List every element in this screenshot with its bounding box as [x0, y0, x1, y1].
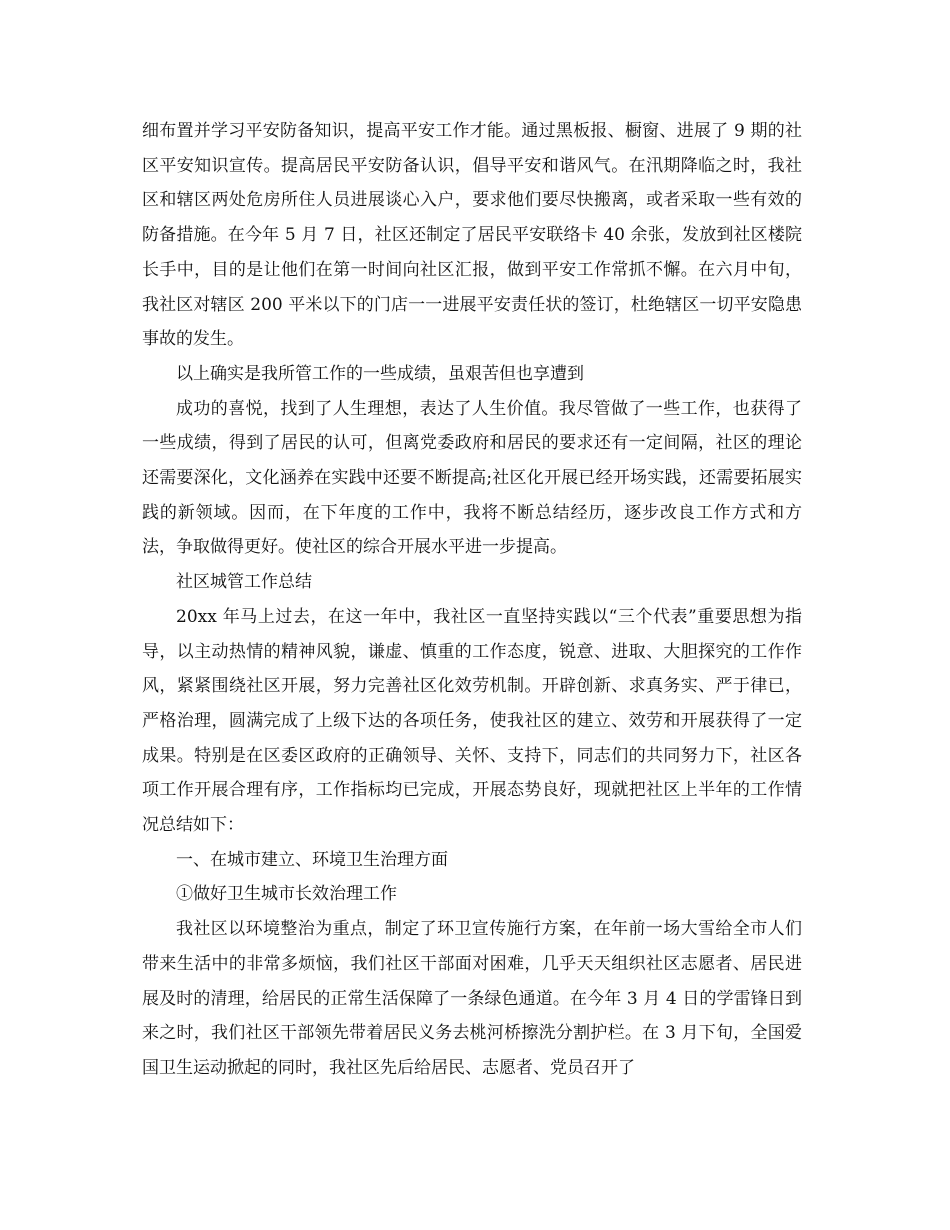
subheading-sanitation-city-management: ①做好卫生城市长效治理工作 — [176, 884, 397, 905]
document-body — [142, 114, 802, 1086]
paragraph-3: 成功的喜悦，找到了人生理想，表达了人生价值。我尽管做了一些工作，也获得了一些成绩，得到了居民的认可，但离党委政府和居民的要求还有一定间隔，社区的理论还需要深化，文化涵养在实践中还要不断提高;社区化开展已经开场实践，还需要拓展实践的新领域。因而，在下年度的工作中，我将不断总结经历，逐步改良工作方式和方法，争取做得更好。使社区的综合开展水平进一步提高。 — [142, 398, 802, 558]
subheading-urban-construction-sanitation: 一、在城市建立、环境卫生治理方面 — [176, 849, 448, 870]
paragraph-1: 细布置并学习平安防备知识，提高平安工作才能。通过黑板报、橱窗、进展了 9 期的社区平安知识宣传。提高居民平安防备认识，倡导平安和谐风气。在汛期降临之时，我社区和辖区两处危房所住人员进展谈心入户，要求他们要尽快搬离，或者采取一些有效的防备措施。在今年 5 月 7 日，社区还制定了居民平安联络卡 40 余张，发放到社区楼院长手中，目的是让他们在第一时间向社区汇报，做到平安工作常抓不懈。在六月中旬，我社区对辖区 200 平米以下的门店一一进展平安责任状的签订，杜绝辖区一切平安隐患事故的发生。 — [142, 121, 802, 350]
paragraph-2: 以上确实是我所管工作的一些成绩，虽艰苦但也享遭到 — [176, 363, 584, 384]
paragraph-8: 我社区以环境整治为重点，制定了环卫宣传施行方案，在年前一场大雪给全市人们带来生活中的非常多烦恼，我们社区干部面对困难，几乎天天组织社区志愿者、居民进展及时的清理，给居民的正常生活保障了一条绿色通道。在今年 3 月 4 日的学雷锋日到来之时，我们社区干部领先带着居民义务去桃河桥擦洗分割护栏。在 3 月下旬，全国爱国卫生运动掀起的同时，我社区先后给居民、志愿者、党员召开了 — [142, 919, 802, 1078]
section-heading-community-urban-management: 社区城管工作总结 — [176, 572, 312, 593]
paragraph-5: 20xx 年马上过去，在这一年中，我社区一直坚持实践以“三个代表”重要思想为指导，以主动热情的精神风貌，谦虚、慎重的工作态度，锐意、进取、大胆探究的工作作风，紧紧围绕社区开展，努力完善社区化效劳机制。开辟创新、求真务实、严于律已，严格治理，圆满完成了上级下达的各项任务，使我社区的建立、效劳和开展获得了一定成果。特别是在区委区政府的正确领导、关怀、支持下，同志们的共同努力下，社区各项工作开展合理有序，工作指标均已完成，开展态势良好，现就把社区上半年的工作情况总结如下： — [142, 606, 802, 836]
